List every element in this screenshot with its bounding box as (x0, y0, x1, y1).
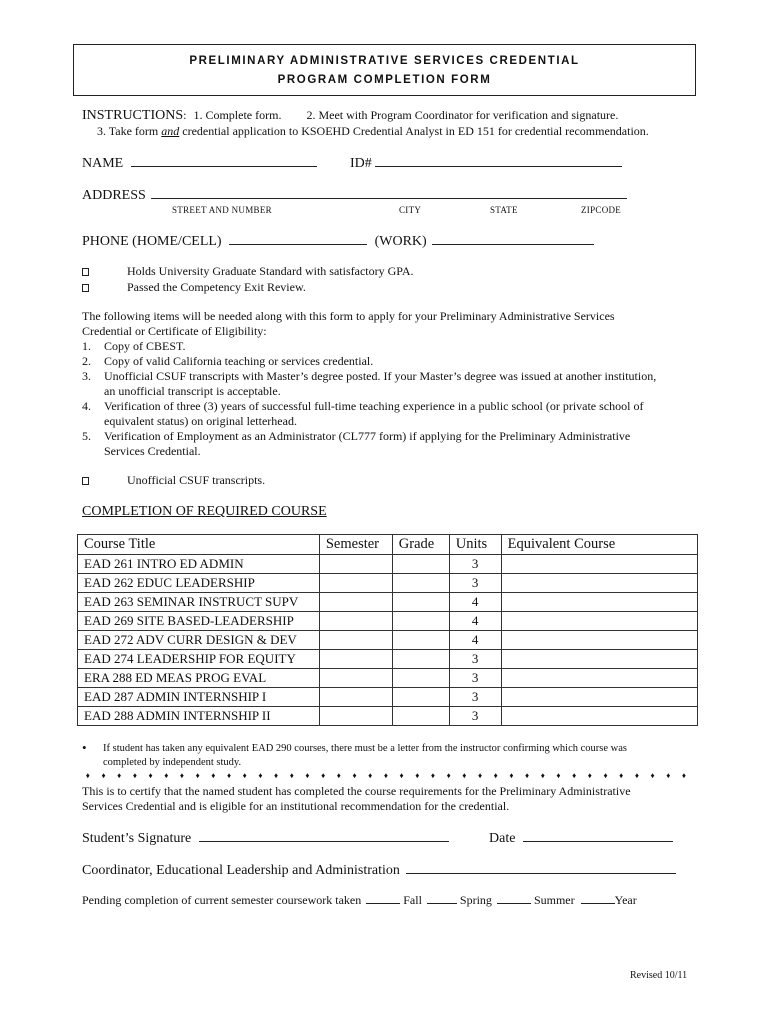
units-cell: 4 (449, 631, 501, 650)
list-item (82, 429, 702, 459)
coordinator-signature-field[interactable] (82, 861, 676, 879)
equivalent-course-note (82, 742, 702, 770)
course-title-cell: EAD 272 ADV CURR DESIGN & DEV (78, 631, 320, 650)
equivalent-course-cell[interactable] (501, 688, 697, 707)
diamond-icon: ♦ (321, 771, 326, 780)
units-cell: 3 (449, 574, 501, 593)
item-text: Verification of three (3) years of successful full-time teaching experience in a public school (or private school of (104, 399, 644, 413)
diamond-icon: ♦ (289, 771, 294, 780)
diamond-icon: ♦ (666, 771, 671, 780)
table-row (78, 612, 698, 631)
student-signature-label: Student’s Signature (82, 831, 192, 846)
diamond-icon: ♦ (164, 771, 169, 780)
units-cell: 4 (449, 593, 501, 612)
course-table (77, 534, 698, 726)
pending-completion-row (82, 893, 637, 908)
equivalent-course-cell[interactable] (501, 574, 697, 593)
student-signature-field[interactable] (82, 829, 449, 847)
course-title-cell: EAD 263 SEMINAR INSTRUCT SUPV (78, 593, 320, 612)
bullet-icon: • (82, 740, 87, 755)
grade-cell[interactable] (392, 555, 449, 574)
equivalent-course-cell[interactable] (501, 593, 697, 612)
course-title-cell: ERA 288 ED MEAS PROG EVAL (78, 669, 320, 688)
id-label: ID# (350, 156, 372, 171)
item-text: Copy of valid California teaching or services credential. (104, 354, 374, 368)
diamond-icon: ♦ (509, 771, 514, 780)
instructions-line1: INSTRUCTIONS: 1. Complete form. 2. Meet with Program Coordinator for verification and signature. (82, 108, 619, 123)
diamond-icon: ♦ (85, 771, 90, 780)
phone-label: PHONE (HOME/CELL) (82, 234, 222, 249)
equivalent-course-cell[interactable] (501, 555, 697, 574)
diamond-icon: ♦ (399, 771, 404, 780)
coordinator-signature-line[interactable] (406, 861, 676, 874)
diamond-icon: ♦ (415, 771, 420, 780)
required-items-list (82, 339, 702, 459)
diamond-divider (80, 771, 692, 780)
form-title-line2: PROGRAM COMPLETION FORM (277, 74, 492, 86)
phone-field[interactable] (82, 232, 594, 250)
diamond-icon: ♦ (336, 771, 341, 780)
form-title-box (73, 44, 696, 96)
header-equivalent-course: Equivalent Course (501, 535, 697, 555)
diamond-icon: ♦ (556, 771, 561, 780)
grade-cell[interactable] (392, 593, 449, 612)
equivalent-course-cell[interactable] (501, 612, 697, 631)
gpa-check-label: Holds University Graduate Standard with satisfactory GPA. (127, 264, 414, 278)
diamond-icon: ♦ (493, 771, 498, 780)
item-number: 2. (82, 354, 91, 368)
exit-review-check-label: Passed the Competency Exit Review. (127, 280, 306, 294)
units-cell: 3 (449, 555, 501, 574)
diamond-icon: ♦ (572, 771, 577, 780)
grade-cell[interactable] (392, 612, 449, 631)
street-sublabel: STREET AND NUMBER (172, 205, 272, 215)
gpa-checkbox[interactable] (82, 268, 89, 276)
diamond-icon: ♦ (211, 771, 216, 780)
diamond-icon: ♦ (305, 771, 310, 780)
note-line1: If student has taken any equivalent EAD 290 courses, there must be a letter from the instructor confirming which course was (103, 743, 627, 754)
grade-cell[interactable] (392, 631, 449, 650)
course-title-cell: EAD 262 EDUC LEADERSHIP (78, 574, 320, 593)
header-semester: Semester (319, 535, 392, 555)
diamond-icon: ♦ (274, 771, 279, 780)
equivalent-course-cell[interactable] (501, 707, 697, 726)
note-line2: completed by independent study. (103, 757, 242, 768)
coordinator-label: Coordinator, Educational Leadership and Administration (82, 863, 400, 878)
list-item (82, 399, 702, 429)
diamond-icon: ♦ (619, 771, 624, 780)
item-text: Unofficial CSUF transcripts with Master’s degree posted. If your Master’s degree was issued at another institution, (104, 369, 657, 383)
instructions-step2: 2. Meet with Program Coordinator for verification and signature. (306, 108, 619, 122)
item-text-continued: an unofficial transcript is acceptable. (104, 384, 281, 398)
course-title-cell: EAD 269 SITE BASED-LEADERSHIP (78, 612, 320, 631)
diamond-icon: ♦ (226, 771, 232, 780)
address-field[interactable] (82, 186, 627, 204)
section-title: COMPLETION OF REQUIRED COURSE (82, 504, 327, 519)
equivalent-course-cell[interactable] (501, 650, 697, 669)
name-line[interactable] (131, 154, 317, 167)
semester-cell[interactable] (319, 593, 392, 612)
table-row (78, 574, 698, 593)
item-text-continued: Services Credential. (104, 444, 201, 458)
diamond-icon: ♦ (603, 771, 608, 780)
diamond-icon: ♦ (148, 771, 153, 780)
diamond-icon: ♦ (132, 771, 137, 780)
diamond-icon: ♦ (650, 771, 655, 780)
transcripts-check-row[interactable] (82, 473, 266, 489)
list-item (82, 354, 702, 369)
diamond-icon: ♦ (258, 771, 263, 780)
year-label: Year (614, 893, 637, 907)
id-field[interactable] (350, 154, 622, 172)
semester-cell[interactable] (319, 574, 392, 593)
grade-cell[interactable] (392, 688, 449, 707)
phone-home-line[interactable] (229, 232, 367, 245)
address-line[interactable] (151, 186, 627, 199)
header-units: Units (449, 535, 501, 555)
spring-line[interactable] (427, 893, 457, 904)
diamond-icon: ♦ (446, 771, 451, 780)
phone-work-line[interactable] (432, 232, 594, 245)
diamond-icon: ♦ (540, 771, 545, 780)
grade-cell[interactable] (392, 650, 449, 669)
equivalent-course-cell[interactable] (501, 669, 697, 688)
revision-date: Revised 10/11 (630, 970, 688, 981)
item-text: Copy of CBEST. (104, 339, 186, 353)
address-label: ADDRESS (82, 188, 146, 203)
item-text-continued: equivalent status) on original letterhead. (104, 414, 297, 428)
instructions-line2 (97, 124, 707, 139)
instructions-step1: 1. Complete form. (193, 108, 282, 122)
student-signature-line[interactable] (199, 829, 449, 842)
date-line[interactable] (523, 829, 673, 842)
diamond-icon: ♦ (681, 771, 687, 780)
diamond-icon: ♦ (117, 771, 122, 780)
items-intro-line2: Credential or Certificate of Eligibility: (82, 324, 267, 338)
grade-cell[interactable] (392, 574, 449, 593)
table-row (78, 593, 698, 612)
item-number: 4. (82, 399, 91, 413)
diamond-icon: ♦ (352, 771, 357, 780)
diamond-icon: ♦ (634, 771, 639, 780)
diamond-icon: ♦ (195, 771, 200, 780)
diamond-icon: ♦ (368, 771, 373, 780)
certify-line2: Services Credential and is eligible for an institutional recommendation for the credential. (82, 799, 510, 813)
table-row (78, 631, 698, 650)
fall-label: Fall (403, 893, 422, 907)
grade-cell[interactable] (392, 669, 449, 688)
semester-cell[interactable] (319, 669, 392, 688)
units-cell: 3 (449, 707, 501, 726)
fall-line[interactable] (366, 893, 400, 904)
diamond-icon: ♦ (179, 771, 185, 780)
name-label: NAME (82, 156, 124, 171)
zip-sublabel: ZIPCODE (581, 205, 622, 215)
units-cell: 3 (449, 688, 501, 707)
item-number: 3. (82, 369, 91, 383)
summer-line[interactable] (497, 893, 531, 904)
date-label: Date (489, 831, 516, 846)
semester-cell[interactable] (319, 612, 392, 631)
course-title-cell: EAD 287 ADMIN INTERNSHIP I (78, 688, 320, 707)
exit-review-check-row[interactable] (82, 280, 306, 296)
certify-line1: This is to certify that the named student has completed the course requirements for the Preliminary Administrative (82, 784, 631, 798)
exit-review-checkbox[interactable] (82, 284, 89, 292)
header-grade: Grade (392, 535, 449, 555)
semester-cell[interactable] (319, 688, 392, 707)
table-row (78, 669, 698, 688)
diamond-icon: ♦ (242, 771, 247, 780)
semester-cell[interactable] (319, 555, 392, 574)
course-title-cell: EAD 274 LEADERSHIP FOR EQUITY (78, 650, 320, 669)
list-item (82, 339, 702, 354)
date-field[interactable] (489, 829, 673, 847)
id-line[interactable] (375, 154, 622, 167)
units-cell: 4 (449, 612, 501, 631)
summer-label: Summer (533, 893, 575, 907)
item-text: Verification of Employment as an Administrator (CL777 form) if applying for the Preliminary Administrative (104, 429, 631, 443)
name-field[interactable] (82, 154, 317, 172)
table-row (78, 707, 698, 726)
table-row (78, 650, 698, 669)
diamond-icon: ♦ (477, 771, 483, 780)
semester-cell[interactable] (319, 631, 392, 650)
items-intro-line1: The following items will be needed along with this form to apply for your Preliminary Administrative Services (82, 309, 615, 323)
city-sublabel: CITY (399, 205, 422, 215)
instructions-label: INSTRUCTIONS (82, 108, 184, 123)
year-line[interactable] (581, 893, 615, 904)
course-title-cell: EAD 261 INTRO ED ADMIN (78, 555, 320, 574)
item-number: 1. (82, 339, 91, 353)
state-sublabel: STATE (490, 205, 518, 215)
diamond-icon: ♦ (462, 771, 467, 780)
gpa-check-row[interactable] (82, 264, 414, 280)
header-course-title: Course Title (78, 535, 320, 555)
diamond-icon: ♦ (383, 771, 388, 780)
instructions-step3-end: credential application to KSOEHD Credential Analyst in ED 151 for credential recommendation. (179, 124, 649, 138)
equivalent-course-cell[interactable] (501, 631, 697, 650)
transcripts-checkbox[interactable] (82, 477, 89, 485)
grade-cell[interactable] (392, 707, 449, 726)
pending-text: Pending completion of current semester coursework taken (82, 893, 362, 907)
units-cell: 3 (449, 650, 501, 669)
form-title-line1: PRELIMINARY ADMINISTRATIVE SERVICES CREDENTIAL (189, 55, 580, 67)
semester-cell[interactable] (319, 650, 392, 669)
spring-label: Spring (459, 893, 492, 907)
diamond-icon: ♦ (101, 771, 106, 780)
table-header-row (78, 535, 698, 555)
course-title-cell: EAD 288 ADMIN INTERNSHIP II (78, 707, 320, 726)
transcripts-check-label: Unofficial CSUF transcripts. (127, 473, 266, 487)
diamond-icon: ♦ (430, 771, 436, 780)
table-row (78, 688, 698, 707)
diamond-icon: ♦ (525, 771, 530, 780)
list-item (82, 369, 702, 399)
item-number: 5. (82, 429, 91, 443)
units-cell: 3 (449, 669, 501, 688)
instructions-step3-emphasis: and (161, 124, 180, 138)
table-row (78, 555, 698, 574)
diamond-icon: ♦ (587, 771, 592, 780)
instructions-step3-start: 3. Take form (97, 124, 162, 138)
semester-cell[interactable] (319, 707, 392, 726)
work-label: (WORK) (374, 234, 427, 249)
